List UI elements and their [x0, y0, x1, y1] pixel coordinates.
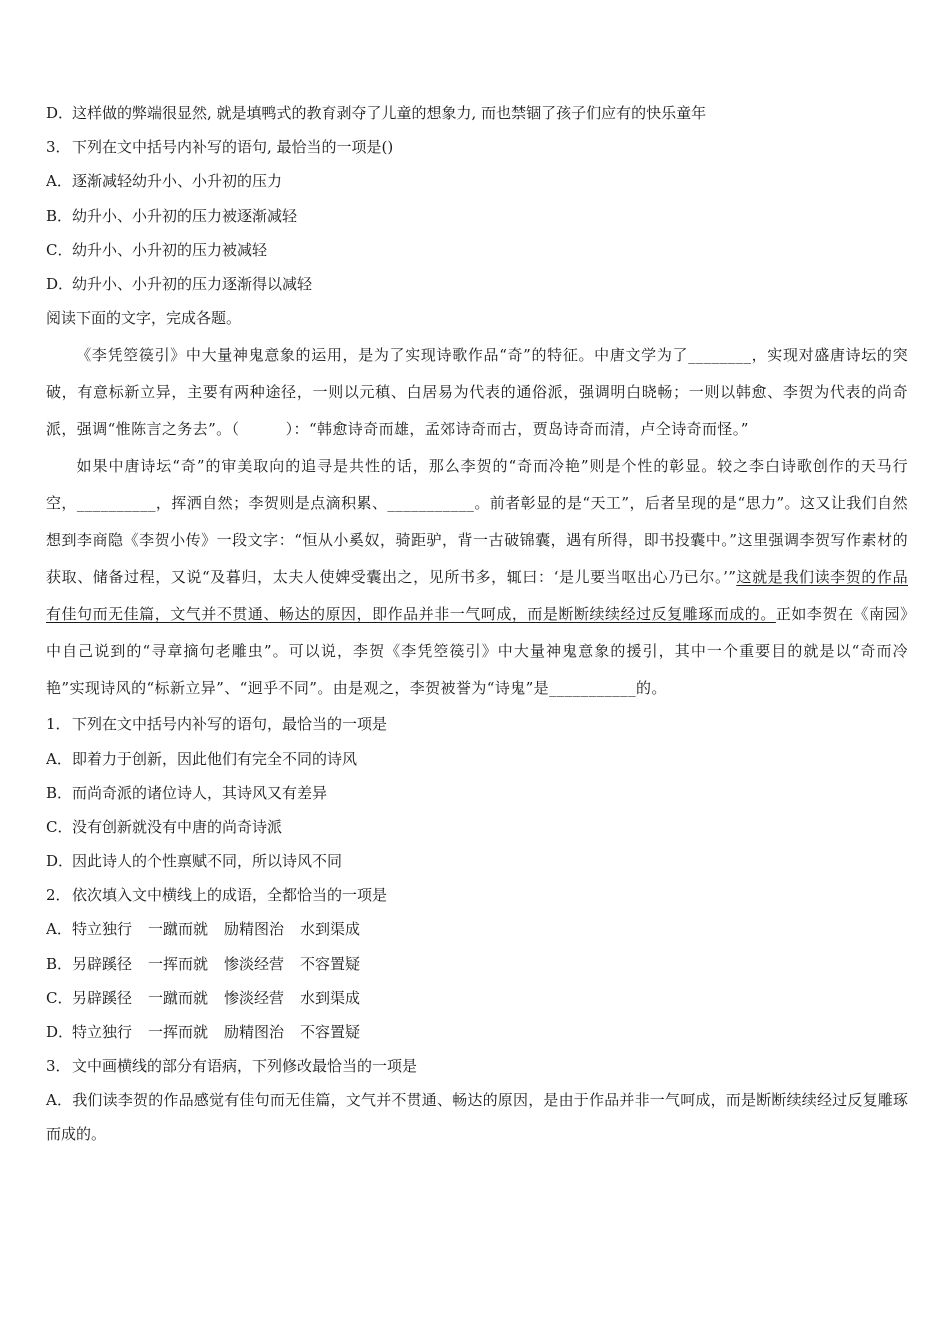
- idiom: 不容置疑: [300, 1023, 361, 1041]
- option-label: A．: [46, 749, 72, 768]
- option-label: B．: [46, 954, 73, 973]
- idiom: 惨淡经营: [224, 954, 285, 973]
- idiom: 另辟蹊径: [72, 954, 133, 973]
- option-label: D．: [46, 104, 74, 122]
- option-text: 逐渐减轻幼升小、小升初的压力: [72, 172, 283, 191]
- passage-paragraph-1: [46, 337, 908, 448]
- option-text: 即着力于创新，因此他们有完全不同的诗风: [72, 749, 358, 768]
- option-label: D．: [46, 852, 74, 871]
- passage-text: 如果中唐诗坛“奇”的审美取向的追寻是共性的话，那么李贺的“奇而冷艳”则是个性的彰显。较之李白诗歌创作的天马行空，__________，挥洒自然；李贺则是点滴积累、___________。前者彰显的是“天工”，后者呈现的是“思力”。这又让我们自然想到李商隐《李贺小传》一段文字：“恒从小奚奴，骑距驴，背一古破锦囊，遇有所得，即书投囊中。”这里强调李贺写作素材的获取、储备过程，又说“及暮归，太夫人使婢受囊出之，见所书多，辄曰：‘是儿要当呕出心乃已尔。’”: [46, 457, 908, 587]
- question-text: 下列在文中括号内补写的语句，最恰当的一项是: [72, 715, 388, 734]
- document-page: [46, 96, 908, 1151]
- option-text: 幼升小、小升初的压力被减轻: [72, 240, 268, 259]
- idiom: 不容置疑: [300, 954, 361, 973]
- option-text: 因此诗人的个性禀赋不同，所以诗风不同: [72, 852, 343, 871]
- question-text: 下列在文中括号内补写的语句, 最恰当的一项是(): [72, 138, 394, 157]
- question-number: 1．: [46, 715, 71, 734]
- option-line: [46, 947, 908, 981]
- option-label: D．: [46, 1023, 74, 1041]
- question-number: 3．: [46, 1057, 71, 1076]
- option-line: [46, 981, 908, 1015]
- option-label: C．: [46, 817, 73, 836]
- option-line: [46, 810, 908, 844]
- question-line: [46, 130, 908, 164]
- option-line: [46, 267, 908, 301]
- passage-paragraph-2: [46, 448, 908, 707]
- option-text: 这样做的弊端很显然, 就是填鸭式的教育剥夺了儿童的想象力, 而也禁锢了孩子们应有的快乐童年: [72, 104, 707, 122]
- passage-text: 正如李贺在《南园》中自己说到的“寻章摘句老雕虫”。可以说，李贺《李凭箜篌引》中大量神鬼意象的援引，其中一个重要目的就是以“奇而冷艳”实现诗风的“标新立异”、“迥乎不同”。由是观之，李贺被誉为“诗鬼”是___________的。: [46, 605, 908, 698]
- option-label: C．: [46, 988, 73, 1007]
- idiom: 一挥而就: [148, 954, 209, 973]
- idiom: 一蹴而就: [148, 988, 209, 1007]
- idiom: 惨淡经营: [224, 988, 285, 1007]
- idiom: 励精图治: [224, 920, 285, 939]
- idiom: 水到渠成: [300, 988, 361, 1007]
- option-line: [46, 844, 908, 878]
- option-label: B．: [46, 206, 73, 225]
- option-label: B．: [46, 783, 73, 802]
- option-text: 没有创新就没有中唐的尚奇诗派: [72, 817, 283, 836]
- option-line: [46, 912, 908, 946]
- option-line: [46, 1083, 908, 1151]
- question-number: 2．: [46, 886, 71, 905]
- option-line: [46, 164, 908, 198]
- reading-instruction: 阅读下面的文字，完成各题。: [46, 309, 242, 328]
- idiom: 一蹴而就: [148, 920, 209, 939]
- option-line: [46, 1015, 908, 1049]
- question-number: 3．: [46, 138, 71, 157]
- question-line: [46, 878, 908, 912]
- question-text: 文中画横线的部分有语病，下列修改最恰当的一项是: [72, 1057, 418, 1076]
- option-label: A．: [46, 1091, 73, 1110]
- option-line: [46, 233, 908, 267]
- idiom: 一挥而就: [148, 1023, 209, 1041]
- option-line: [46, 96, 908, 130]
- option-label: D．: [46, 274, 74, 293]
- option-label: A．: [46, 172, 72, 191]
- idiom: 励精图治: [224, 1023, 285, 1041]
- idiom: 另辟蹊径: [72, 988, 133, 1007]
- idiom: 特立独行: [72, 920, 133, 939]
- idiom: 特立独行: [72, 1023, 133, 1041]
- option-label: C．: [46, 240, 73, 259]
- idiom: 水到渠成: [300, 920, 361, 939]
- passage-text: 《李凭箜篌引》中大量神鬼意象的运用，是为了实现诗歌作品“奇”的特征。中唐文学为了________，实现对盛唐诗坛的突破，有意标新立异，主要有两种途径，一则以元稹、白居易为代表的通俗派，强调明白晓畅；一则以韩愈、李贺为代表的尚奇派，强调“惟陈言之务去”。（ ）：“韩愈诗奇而雄，孟郊诗奇而古，贾岛诗奇而清，卢仝诗奇而怪。”: [46, 346, 908, 439]
- question-line: [46, 1049, 908, 1083]
- question-line: [46, 707, 908, 741]
- option-text: 幼升小、小升初的压力被逐渐减轻: [72, 206, 298, 225]
- option-text: 我们读李贺的作品感觉有佳句而无佳篇，文气并不贯通、畅达的原因，是由于作品并非一气呵成，而是断断续续经过反复雕琢而成的。: [46, 1091, 908, 1144]
- option-line: [46, 199, 908, 233]
- option-label: A．: [46, 920, 72, 939]
- option-text: 幼升小、小升初的压力逐渐得以减轻: [72, 274, 313, 293]
- option-line: [46, 776, 908, 810]
- option-line: [46, 742, 908, 776]
- underlined-sentence: 这就是我们读李贺的作品有佳句而无佳篇，文气并不贯通、畅达的原因，即作品并非一气呵成，而是断断续续经过反复雕琢而成的。: [46, 568, 908, 624]
- option-text: 而尚奇派的诸位诗人，其诗风又有差异: [72, 783, 328, 802]
- question-text: 依次填入文中横线上的成语，全都恰当的一项是: [72, 886, 388, 905]
